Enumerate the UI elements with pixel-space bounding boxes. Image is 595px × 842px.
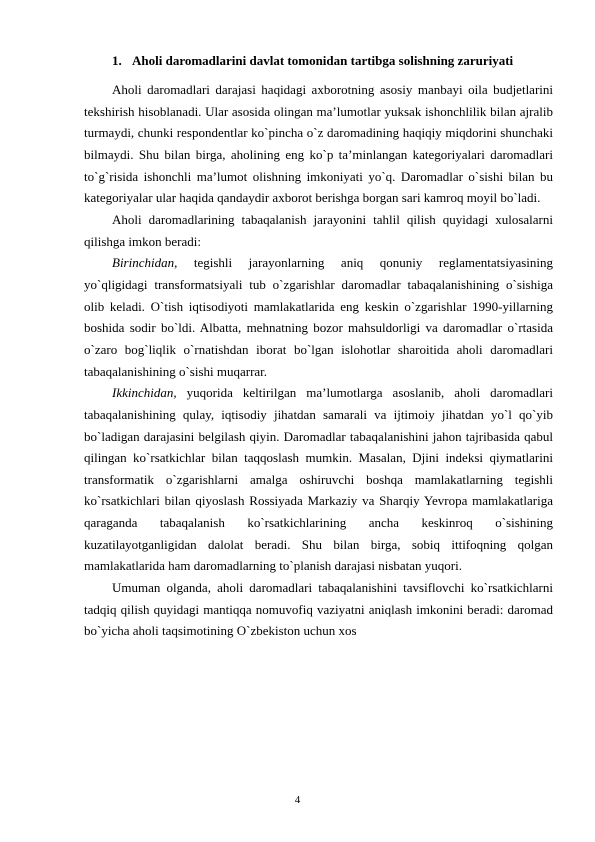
body-text [84, 79, 553, 642]
paragraph-1 [84, 79, 553, 209]
section-heading [112, 53, 513, 69]
paragraph-text: tegishli jarayonlarning aniq qonuniy reglamentatsiyasining yo`qligidagi transformatsiyali tub o`zgarishlar daromadlar tabaqalanishining o`sishiga olib keladi. O`tish iqtisodiyoti mamlakatlarida eng keskin o`zgarishlar 1990-yillarning boshida sodir bo`ldi. Albatta, mehnatning bozor mahsuldorligi va daromadlar o`rtasida o`zaro bog`liqlik o`rnatishdan iborat bo`lgan islohotlar sharoitida aholi daromadlari tabaqalanishining o`sishi muqarrar. [84, 255, 553, 379]
section-title: Aholi daromadlarini davlat tomonidan tartibga solishning zaruriyati [132, 53, 514, 68]
section-number: 1. [112, 53, 122, 68]
paragraph-2 [84, 209, 553, 252]
paragraph-3 [84, 252, 553, 382]
paragraph-text: Aholi daromadlari darajasi haqidagi axborotning asosiy manbayi oila budjetlarini tekshirish hisoblanadi. Ular asosida olingan ma’lumotlar yuksak ishonchlilik bilan ajralib turmaydi, chunki respondentlar ko`pincha o`z daromadining haqiqiy miqdorini shunchaki bilmaydi. Shu bilan birga, aholining eng ko`p ta’minlangan kategoriyalari daromadlari to`g`risida ishonchli ma’lumot olishning imkoniyati yo`q. Daromadlar o`sishi bilan bu kategoriyalar ular haqida qandaydir axborot berishga borgan sari kamroq moyil bo`ladi. [84, 82, 553, 206]
paragraph-text: Aholi daromadlarining tabaqalanish jarayonini tahlil qilish quyidagi xulosalarni qilishga imkon beradi: [84, 211, 553, 249]
paragraph-text: Umuman olganda, aholi daromadlari tabaqalanishini tavsiflovchi ko`rsatkichlarni tadqiq qilish quyidagi mantiqqa nomuvofiq vaziyatni aniqlash imkonini beradi: daromad bo`yicha aholi taqsimotining O`zbekiston uchun xos [84, 580, 553, 639]
paragraph-lead: Birinchidan, [112, 255, 178, 271]
page-number: 4 [294, 794, 301, 806]
paragraph-5 [84, 577, 553, 642]
paragraph-4 [84, 382, 553, 577]
paragraph-lead: Ikkinchidan, [112, 385, 177, 401]
paragraph-text: yuqorida keltirilgan ma’lumotlarga asoslanib, aholi daromadlari tabaqalanishining qulay, iqtisodiy jihatdan samarali va ijtimoiy jihatdan yo`l qo`yib bo`ladigan darajasini belgilash qiyin. Daromadlar tabaqalanishini jahon tajribasida qabul qilingan ko`rsatkichlar bilan taqqoslash mumkin. Masalan, Djini indeksi qiymatlarini transformatik o`zgarishlarni amalga oshiruvchi boshqa mamlakatlarning tegishli ko`rsatkichlari bilan qiyoslash Rossiyada Markaziy va Sharqiy Yevropa mamlakatlariga qaraganda tabaqalanish ko`rsatkichlarining ancha keskinroq o`sishining kuzatilayotganligidan dalolat beradi. Shu bilan birga, sobiq ittifoqning qolgan mamlakatlarida ham daromadlarning to`planish darajasi nisbatan yuqori. [84, 385, 553, 574]
